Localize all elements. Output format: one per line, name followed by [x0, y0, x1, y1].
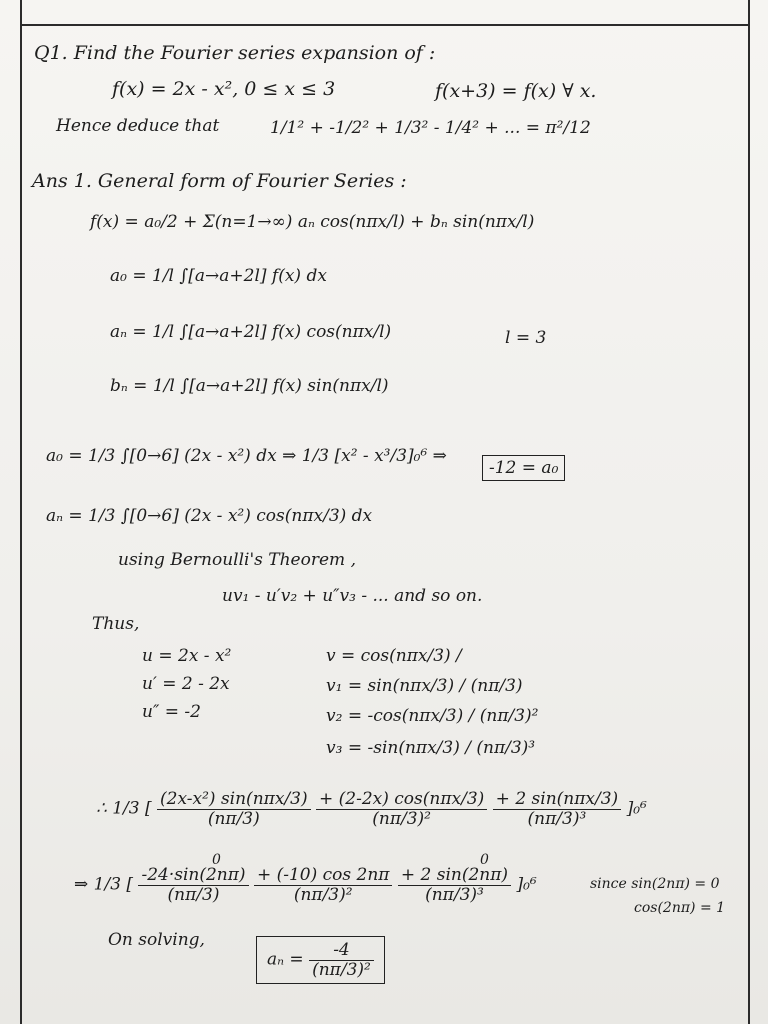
u-double-prime: u″ = -2: [142, 702, 201, 722]
an-result-box: [256, 936, 385, 984]
expansion-term-3: [493, 790, 622, 828]
substitution-term-3: [398, 866, 511, 904]
l-value: l = 3: [505, 328, 547, 348]
margin-line-right: [748, 0, 750, 1024]
substitution-term-3-num: + 2 sin(2nπ): [398, 866, 511, 886]
expansion-term-2-den: (nπ/3)²: [372, 808, 431, 829]
substitution-term-1-num: -24·sin(2nπ): [138, 866, 248, 886]
deduce-series: 1/1² + -1/2² + 1/3² - 1/4² + ... = π²/12: [270, 118, 591, 138]
expansion-term-1-den: (nπ/3): [207, 808, 260, 829]
substitution-term-1-den: (nπ/3): [167, 884, 220, 905]
a0-calculation: a₀ = 1/3 ∫[0→6] (2x - x²) dx ⇒ 1/3 [x² - x³/3]₀⁶ ⇒: [46, 446, 447, 466]
question-periodicity: f(x+3) = f(x) ∀ x.: [435, 80, 597, 102]
margin-line-top: [20, 24, 750, 26]
zero-mark-1: 0: [212, 852, 221, 868]
deduce-prefix: Hence deduce that: [56, 116, 220, 136]
an-integral: aₙ = 1/3 ∫[0→6] (2x - x²) cos(nπx/3) dx: [46, 506, 373, 526]
thus-label: Thus,: [92, 614, 140, 634]
general-form: f(x) = a₀/2 + Σ(n=1→∞) aₙ cos(nπx/l) + bₙ sin(nπx/l): [90, 212, 535, 232]
u-value: u = 2x - x²: [142, 646, 232, 666]
an-result-lhs: aₙ =: [267, 949, 304, 970]
substitution-prefix: ⇒ 1/3 [: [74, 874, 134, 895]
an-formula: aₙ = 1/l ∫[a→a+2l] f(x) cos(nπx/l): [110, 322, 392, 342]
substitution-term-2-den: (nπ/3)²: [293, 884, 353, 905]
v1-value: v₁ = sin(nπx/3) / (nπ/3): [326, 676, 523, 696]
question-function: f(x) = 2x - x², 0 ≤ x ≤ 3: [112, 78, 336, 100]
question-label: Q1. Find the Fourier series expansion of :: [34, 42, 436, 64]
margin-line-left: [20, 0, 22, 1024]
u-prime: u′ = 2 - 2x: [142, 674, 230, 694]
v3-value: v₃ = -sin(nπx/3) / (nπ/3)³: [326, 738, 536, 758]
expansion-term-1-num: (2x-x²) sin(nπx/3): [157, 790, 311, 810]
substitution-term-2: [254, 866, 393, 904]
expansion-prefix: ∴ 1/3 [: [96, 798, 152, 819]
expansion-term-3-den: (nπ/3)³: [527, 808, 587, 829]
an-result-den: (nπ/3)²: [312, 959, 371, 980]
bernoulli-rule: uv₁ - u′v₂ + u″v₃ - ... and so on.: [222, 586, 483, 606]
an-result-fraction: [309, 941, 374, 979]
substitution-term-3-den: (nπ/3)³: [425, 884, 484, 905]
expansion-line: [96, 790, 647, 828]
since-note-1: since sin(2nπ) = 0: [590, 876, 720, 892]
answer-heading: Ans 1. General form of Fourier Series :: [32, 170, 407, 192]
zero-mark-2: 0: [480, 852, 489, 868]
a0-result-box: -12 = a₀: [482, 455, 565, 481]
expansion-term-2: [316, 790, 487, 828]
substitution-limits: ]₀⁶: [516, 874, 537, 895]
substitution-term-2-num: + (-10) cos 2nπ: [254, 866, 393, 886]
substitution-line: [74, 866, 537, 904]
bernoulli-intro: using Bernoulli's Theorem ,: [118, 550, 356, 570]
substitution-term-1: [138, 866, 248, 904]
a0-formula: a₀ = 1/l ∫[a→a+2l] f(x) dx: [110, 266, 327, 286]
expansion-term-3-num: + 2 sin(nπx/3): [493, 790, 622, 810]
v-value: v = cos(nπx/3) /: [326, 646, 462, 666]
expansion-limits: ]₀⁶: [626, 798, 647, 819]
expansion-term-1: [157, 790, 311, 828]
bn-formula: bₙ = 1/l ∫[a→a+2l] f(x) sin(nπx/l): [110, 376, 389, 396]
an-result-num: -4: [309, 941, 374, 961]
expansion-term-2-num: + (2-2x) cos(nπx/3): [316, 790, 487, 810]
since-note-2: cos(2nπ) = 1: [634, 900, 726, 916]
on-solving: On solving,: [108, 930, 205, 950]
v2-value: v₂ = -cos(nπx/3) / (nπ/3)²: [326, 706, 539, 726]
